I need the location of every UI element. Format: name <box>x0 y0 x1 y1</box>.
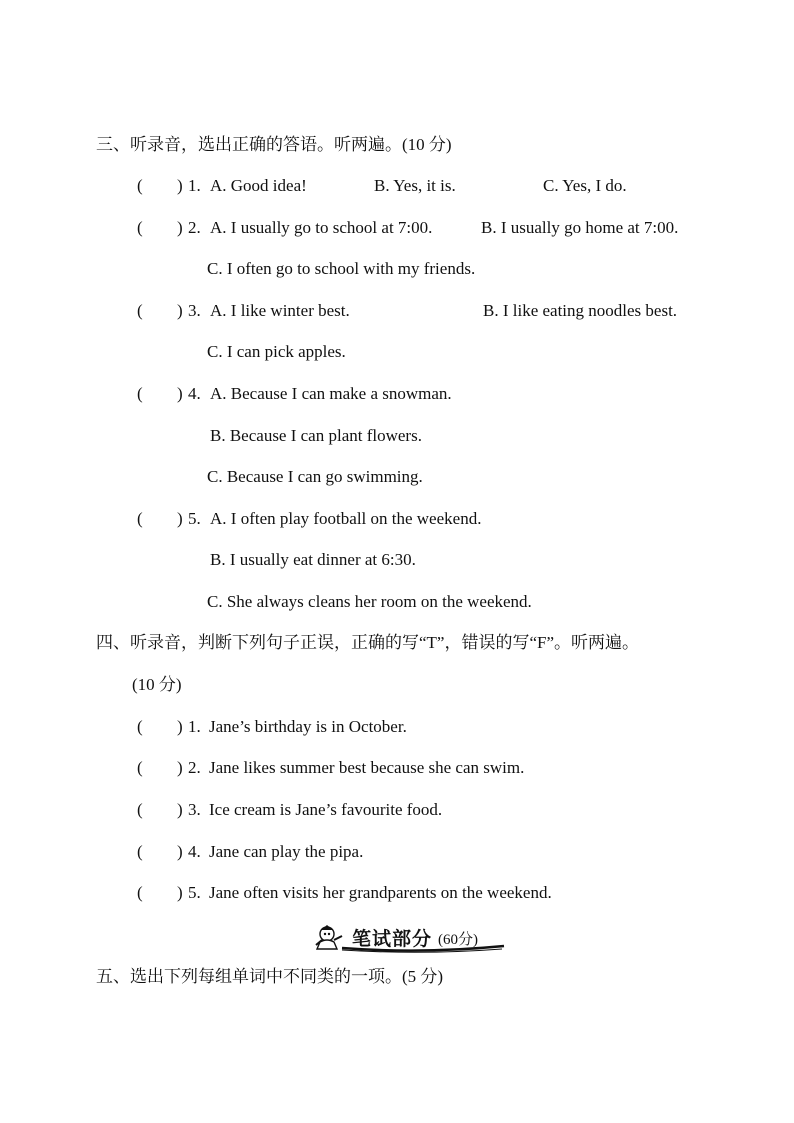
answer-blank-4-4[interactable] <box>137 841 183 863</box>
question-number: 2. <box>188 758 201 777</box>
paren-close: ) <box>177 717 183 736</box>
section5-heading: 五、选出下列每组单词中不同类的一项。(5 分) <box>96 967 444 986</box>
answer-blank-4-5[interactable] <box>137 882 183 904</box>
paren-open: ( <box>137 758 143 777</box>
option-c: C. She always cleans her room on the weekend. <box>207 592 532 611</box>
paren-open: ( <box>137 218 143 237</box>
question-number: 1. <box>188 176 201 195</box>
paren-close: ) <box>177 758 183 777</box>
paren-close: ) <box>177 218 183 237</box>
mascot-icon <box>316 925 342 949</box>
statement-text: Ice cream is Jane’s favourite food. <box>209 800 443 819</box>
paren-open: ( <box>137 883 143 902</box>
question-number: 1. <box>188 717 201 736</box>
option-a: A. Good idea! <box>210 176 307 195</box>
answer-blank-3-2[interactable] <box>137 217 183 239</box>
written-part-title: 笔试部分 <box>352 928 433 950</box>
written-part-banner <box>312 922 508 954</box>
statement-text: Jane likes summer best because she can swim. <box>209 758 525 777</box>
question-number: 4. <box>188 842 201 861</box>
option-c: C. Yes, I do. <box>543 176 627 195</box>
option-b: B. I usually eat dinner at 6:30. <box>210 550 416 569</box>
question-number: 3. <box>188 301 201 320</box>
answer-blank-4-3[interactable] <box>137 799 183 821</box>
paren-open: ( <box>137 384 143 403</box>
question-number: 3. <box>188 800 201 819</box>
option-c: C. Because I can go swimming. <box>207 467 423 486</box>
paren-close: ) <box>177 301 183 320</box>
question-number: 2. <box>188 218 201 237</box>
option-a: A. I like winter best. <box>210 301 350 320</box>
statement-text: Jane can play the pipa. <box>209 842 364 861</box>
section4-heading-score: (10 分) <box>132 675 182 694</box>
option-b: B. I usually go home at 7:00. <box>481 218 679 237</box>
paren-open: ( <box>137 301 143 320</box>
section4-heading: 四、听录音，判断下列句子正误，正确的写“T”，错误的写“F”。听两遍。 <box>96 633 640 652</box>
paren-close: ) <box>177 842 183 861</box>
paren-open: ( <box>137 176 143 195</box>
paren-close: ) <box>177 384 183 403</box>
paren-close: ) <box>177 176 183 195</box>
answer-blank-3-4[interactable] <box>137 383 183 405</box>
answer-blank-4-1[interactable] <box>137 716 183 738</box>
written-part-score: (60分) <box>438 932 478 948</box>
answer-blank-3-1[interactable] <box>137 175 183 197</box>
option-b: B. Yes, it is. <box>374 176 456 195</box>
paren-close: ) <box>177 509 183 528</box>
paren-open: ( <box>137 717 143 736</box>
paren-close: ) <box>177 800 183 819</box>
paren-close: ) <box>177 883 183 902</box>
section3-heading: 三、听录音，选出正确的答语。听两遍。(10 分) <box>96 135 452 154</box>
statement-text: Jane often visits her grandparents on the weekend. <box>209 883 552 902</box>
answer-blank-3-5[interactable] <box>137 508 183 530</box>
paren-open: ( <box>137 509 143 528</box>
paren-open: ( <box>137 842 143 861</box>
option-b: B. I like eating noodles best. <box>483 301 678 320</box>
option-a: A. I usually go to school at 7:00. <box>210 218 433 237</box>
answer-blank-4-2[interactable] <box>137 757 183 779</box>
question-number: 5. <box>188 883 201 902</box>
option-c: C. I often go to school with my friends. <box>207 259 476 278</box>
option-a: A. I often play football on the weekend. <box>210 509 482 528</box>
option-b: B. Because I can plant flowers. <box>210 426 422 445</box>
option-a: A. Because I can make a snowman. <box>210 384 452 403</box>
answer-blank-3-3[interactable] <box>137 300 183 322</box>
question-number: 5. <box>188 509 201 528</box>
paren-open: ( <box>137 800 143 819</box>
option-c: C. I can pick apples. <box>207 342 346 361</box>
question-number: 4. <box>188 384 201 403</box>
statement-text: Jane’s birthday is in October. <box>209 717 407 736</box>
